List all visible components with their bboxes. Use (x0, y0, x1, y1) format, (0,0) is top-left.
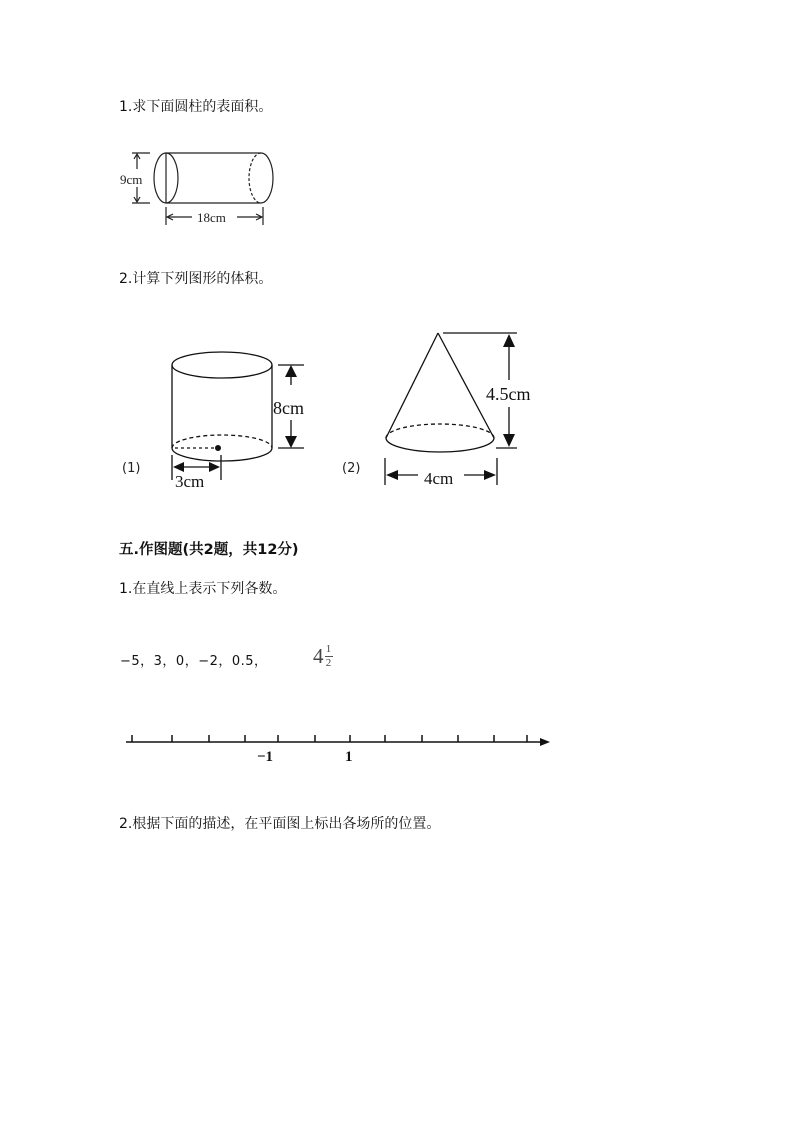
q2-text: 2.计算下列图形的体积。 (119, 271, 273, 287)
horizontal-cylinder-figure (118, 145, 288, 230)
center-dot (215, 445, 221, 451)
numbers-list: −5，3，0，−2，0.5， (120, 654, 268, 669)
fraction-numerator: 1 (325, 643, 332, 655)
mixed-fraction (325, 644, 333, 669)
s5-q2-text: 2.根据下面的描述，在平面图上标出各场所的位置。 (119, 816, 441, 832)
arrow-head-icon (540, 738, 550, 746)
q1-text: 1.求下面圆柱的表面积。 (119, 99, 273, 115)
fig1-radius-label: 3cm (175, 472, 205, 491)
fig1-height-label: 8cm (273, 398, 304, 418)
length-label: 18cm (197, 210, 226, 225)
fraction-denominator: 2 (325, 657, 332, 669)
mixed-number (313, 644, 333, 669)
fig1-index: (1) (122, 461, 141, 476)
fig2-height-label: 4.5cm (486, 384, 531, 404)
number-line (120, 730, 560, 770)
height-label: 9cm (120, 172, 143, 187)
axis-label-1: 1 (345, 749, 353, 765)
ticks (132, 735, 527, 742)
volume-figures (118, 325, 558, 495)
axis-label-neg1: −1 (257, 749, 274, 765)
fig2-diameter-label: 4cm (424, 469, 454, 488)
upright-cylinder (172, 352, 272, 461)
section-heading: 五.作图题(共2题，共12分) (119, 542, 299, 558)
s5-q1-text: 1.在直线上表示下列各数。 (119, 581, 287, 597)
cone (386, 333, 494, 452)
mixed-whole: 4 (313, 644, 324, 668)
fig2-index: (2) (342, 461, 361, 476)
